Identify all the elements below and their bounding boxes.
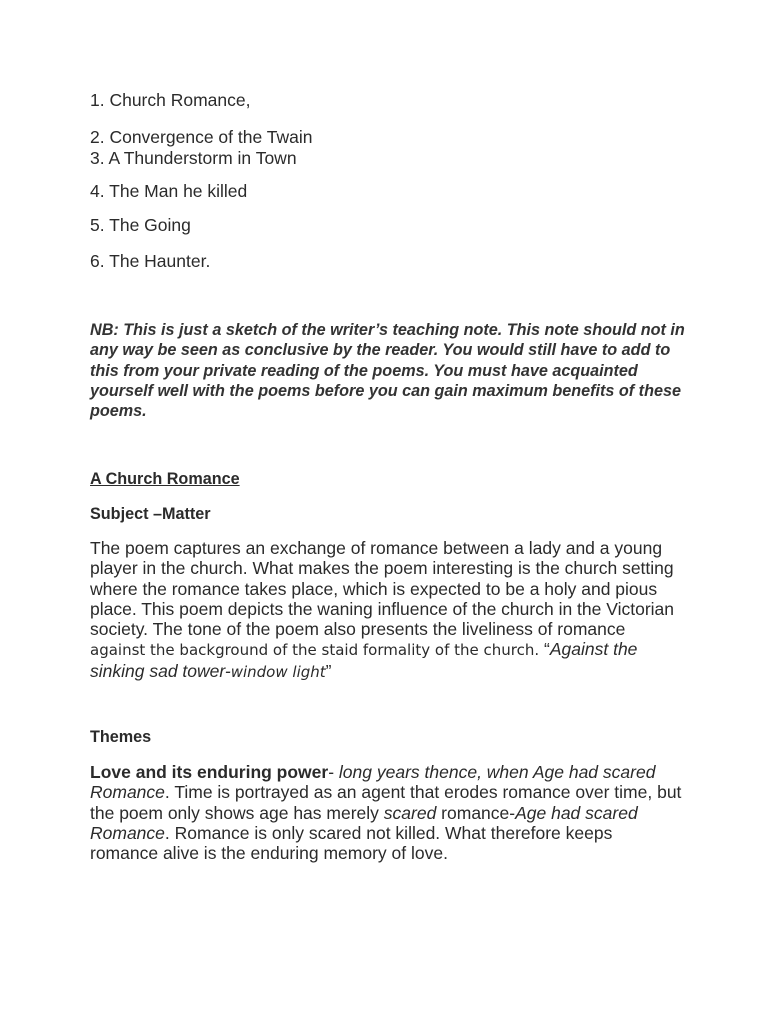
poem-list-item: 2. Convergence of the Twain: [90, 127, 313, 147]
poem-list-item: 1. Church Romance,: [90, 90, 251, 110]
themes-heading: Themes: [90, 728, 152, 746]
subject-body: The poem captures an exchange of romance between a lady and a young player in the church. What makes the poem interesting is the church setting where the romance takes place, which is expected to be a holy and pious place. This poem depicts the waning influence of the church in the Victorian society. The tone of the poem also presents the liveliness of romance: [90, 538, 675, 640]
quote-open: “: [539, 639, 550, 660]
theme-scared-word: scared: [383, 802, 437, 823]
theme-dash: -: [328, 762, 339, 782]
poem-list-item: 3. A Thunderstorm in Town: [90, 148, 297, 168]
subject-quote-tail: window light: [230, 662, 326, 681]
subject-paragraph: [90, 538, 690, 682]
section-title: A Church Romance: [90, 470, 240, 488]
poem-list-item: 6. The Haunter.: [90, 251, 211, 271]
quote-close: ”: [325, 660, 332, 681]
poem-list-item: 5. The Going: [90, 215, 191, 235]
theme-paragraph: [90, 762, 685, 863]
theme-quote: Age had scared Romance: [90, 802, 638, 843]
subject-quote: Against the sinking sad tower-: [90, 639, 638, 681]
subject-body-tail: against the background of the staid formality of the church.: [90, 641, 540, 660]
poem-list-item: 4. The Man he killed: [90, 181, 248, 201]
nb-note: NB: This is just a sketch of the writer’s teaching note. This note should not in any way be seen as conclusive by the reader. You would still have to add to this from your private reading of the poems. You must have acquainted yourself well with the poems before you can gain maximum benefits of these poems.: [90, 321, 685, 421]
theme-text: . Time is portrayed as an agent that erodes romance over time, but the poem only shows age has merely: [90, 782, 682, 823]
theme-label: Love and its enduring power: [90, 762, 329, 782]
theme-quote: long years thence, when Age had scared Romance: [90, 762, 656, 803]
theme-text: . Romance is only scared not killed. What therefore keeps romance alive is the enduring memory of love.: [90, 822, 613, 864]
subject-heading: Subject –Matter: [90, 505, 211, 523]
theme-text: romance-: [436, 802, 516, 823]
